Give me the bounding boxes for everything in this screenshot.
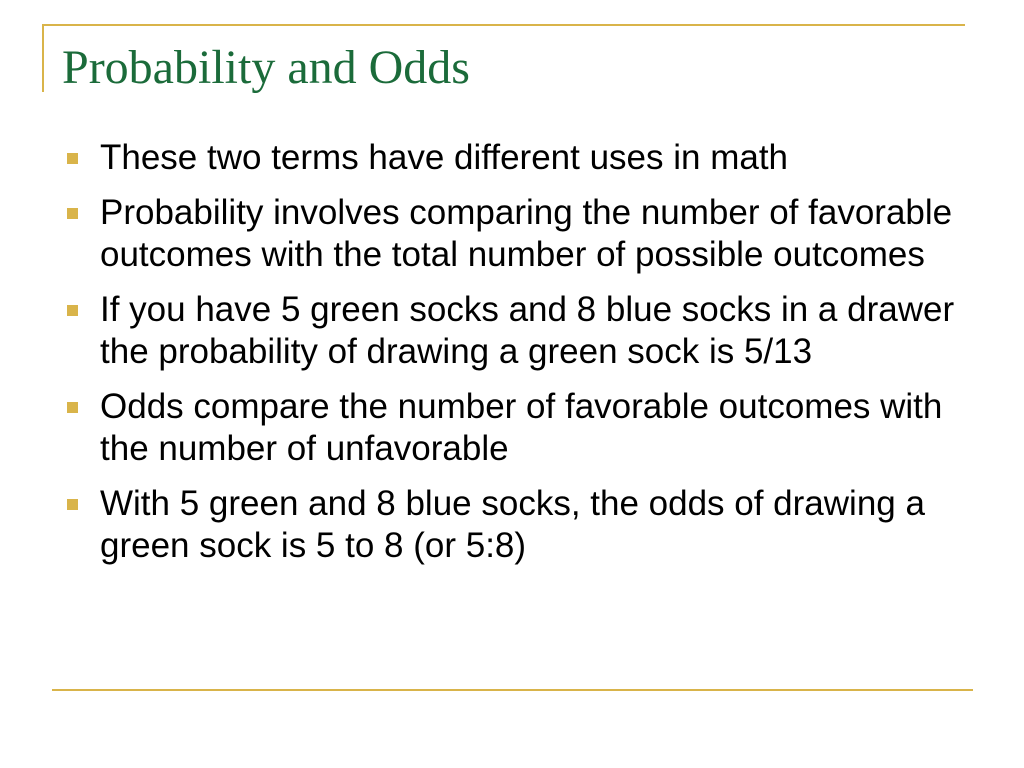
accent-rule-left xyxy=(42,24,44,92)
square-bullet-icon xyxy=(67,402,78,413)
square-bullet-icon xyxy=(67,208,78,219)
bullet-item xyxy=(62,483,982,567)
slide-title: Probability and Odds xyxy=(62,41,470,94)
square-bullet-icon xyxy=(67,153,78,164)
bullet-item xyxy=(62,386,982,470)
bullet-item xyxy=(62,289,982,373)
accent-rule-bottom xyxy=(52,689,973,691)
square-bullet-icon xyxy=(67,499,78,510)
square-bullet-icon xyxy=(67,305,78,316)
bullet-text: With 5 green and 8 blue socks, the odds of drawing a green sock is 5 to 8 (or 5:8) xyxy=(100,484,925,565)
bullet-text: If you have 5 green socks and 8 blue socks in a drawer the probability of drawing a green sock is 5/13 xyxy=(100,290,955,371)
bullet-list xyxy=(62,137,982,580)
bullet-text: Probability involves comparing the number of favorable outcomes with the total number of possible outcomes xyxy=(100,193,953,274)
bullet-item xyxy=(62,137,982,179)
bullet-text: These two terms have different uses in math xyxy=(100,138,789,177)
bullet-item xyxy=(62,192,982,276)
accent-rule-top xyxy=(42,24,965,26)
bullet-text: Odds compare the number of favorable outcomes with the number of unfavorable xyxy=(100,387,943,468)
